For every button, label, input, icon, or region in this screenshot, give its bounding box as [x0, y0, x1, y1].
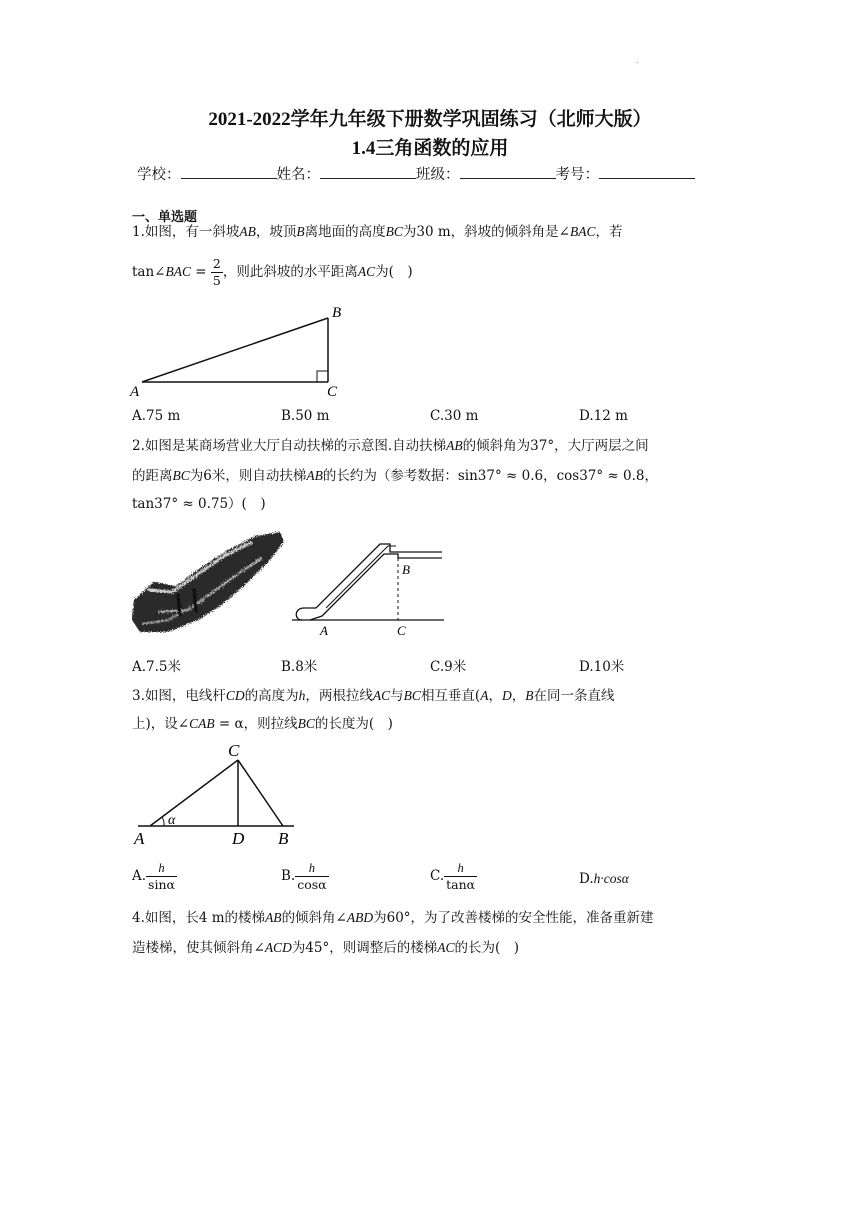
q2-text-line3: tan37° ≈ 0.75）( ) [132, 496, 266, 512]
q2-option-c[interactable]: C.9米 [430, 659, 467, 675]
q3-option-c[interactable]: C. $\frac{h}{\tan\alpha}$ [430, 861, 476, 892]
q3-label-a: A [134, 829, 145, 848]
class-label: 班级： [416, 167, 460, 183]
section-heading: 一、单选题 [132, 210, 198, 225]
q1-text-line1: 1.如图，有一斜坡AB，坡顶B离地面的高度BC为30 m，斜坡的倾斜角是∠BAC，若 [132, 224, 623, 240]
school-label: 学校： [137, 167, 181, 183]
page-subtitle: 1.4三角函数的应用 [351, 138, 509, 159]
q2-label-c: C [397, 623, 406, 638]
q1-option-a[interactable]: A.75 m [132, 408, 181, 424]
q3-pole-figure [128, 740, 308, 850]
q1-text-line2: tan∠BAC = $\frac{2}{5}$ ，则此斜坡的水平距离AC为( ) [132, 256, 413, 288]
school-blank[interactable] [181, 165, 277, 179]
class-blank[interactable] [460, 165, 556, 179]
q2-option-b[interactable]: B.8米 [281, 659, 318, 675]
name-label: 姓名： [276, 167, 320, 183]
corner-dot: . [636, 56, 639, 65]
exam-no-blank[interactable] [599, 165, 695, 179]
q2-option-d[interactable]: D.10米 [579, 659, 625, 675]
q2-text-line1: 2.如图是某商场营业大厅自动扶梯的示意图.自动扶梯AB的倾斜角为37°，大厅两层之间 [132, 438, 649, 454]
q3-label-c: C [228, 741, 240, 760]
q3-label-d: D [232, 829, 245, 848]
q3-label-b: B [278, 829, 289, 848]
q2-option-a[interactable]: A.7.5米 [132, 659, 182, 675]
q1-label-c: C [327, 384, 338, 400]
q1-label-a: A [130, 384, 140, 400]
q3-text-line1: 3.如图，电线杆CD的高度为h，两根拉线AC与BC相互垂直(A，D，B在同一条直线 [132, 688, 615, 704]
q3-label-alpha: α [168, 813, 176, 828]
q3-option-a[interactable]: A. $\frac{h}{\sin\alpha}$ [132, 861, 175, 892]
q4-text-line1: 4.如图，长4 m的楼梯AB的倾斜角∠ABD为60°，为了改善楼梯的安全性能，准备重新建 [132, 910, 654, 926]
q1-option-c[interactable]: C.30 m [430, 408, 479, 424]
q1-slope-figure [128, 300, 358, 400]
q3-option-d[interactable]: D.h·cosα [579, 871, 629, 887]
q2-label-a: A [320, 623, 328, 638]
q2-escalator-photo [128, 528, 288, 638]
q1-option-d[interactable]: D.12 m [579, 408, 628, 424]
page-title: 2021-2022学年九年级下册数学巩固练习（北师大版） [208, 109, 652, 130]
q1-label-b: B [332, 305, 342, 321]
exam-no-label: 考号： [555, 167, 599, 183]
q2-escalator-diagram [288, 528, 448, 638]
q2-text-line2: 的距离BC为6米，则自动扶梯AB的长约为（参考数据：sin37° ≈ 0.6，cos37° ≈ 0.8， [132, 468, 658, 484]
q3-text-line2: 上)，设∠CAB = α，则拉线BC的长度为( ) [132, 716, 393, 732]
name-blank[interactable] [320, 165, 416, 179]
q1-fraction: $\frac{2}{5}$ [212, 256, 221, 288]
student-info-line [137, 163, 695, 184]
q2-label-b: B [402, 562, 410, 577]
q4-text-line2: 造楼梯，使其倾斜角∠ACD为45°，则调整后的楼梯AC的长为( ) [132, 940, 520, 956]
q1-option-b[interactable]: B.50 m [281, 408, 330, 424]
q3-option-b[interactable]: B. $\frac{h}{\cos\alpha}$ [281, 861, 327, 892]
